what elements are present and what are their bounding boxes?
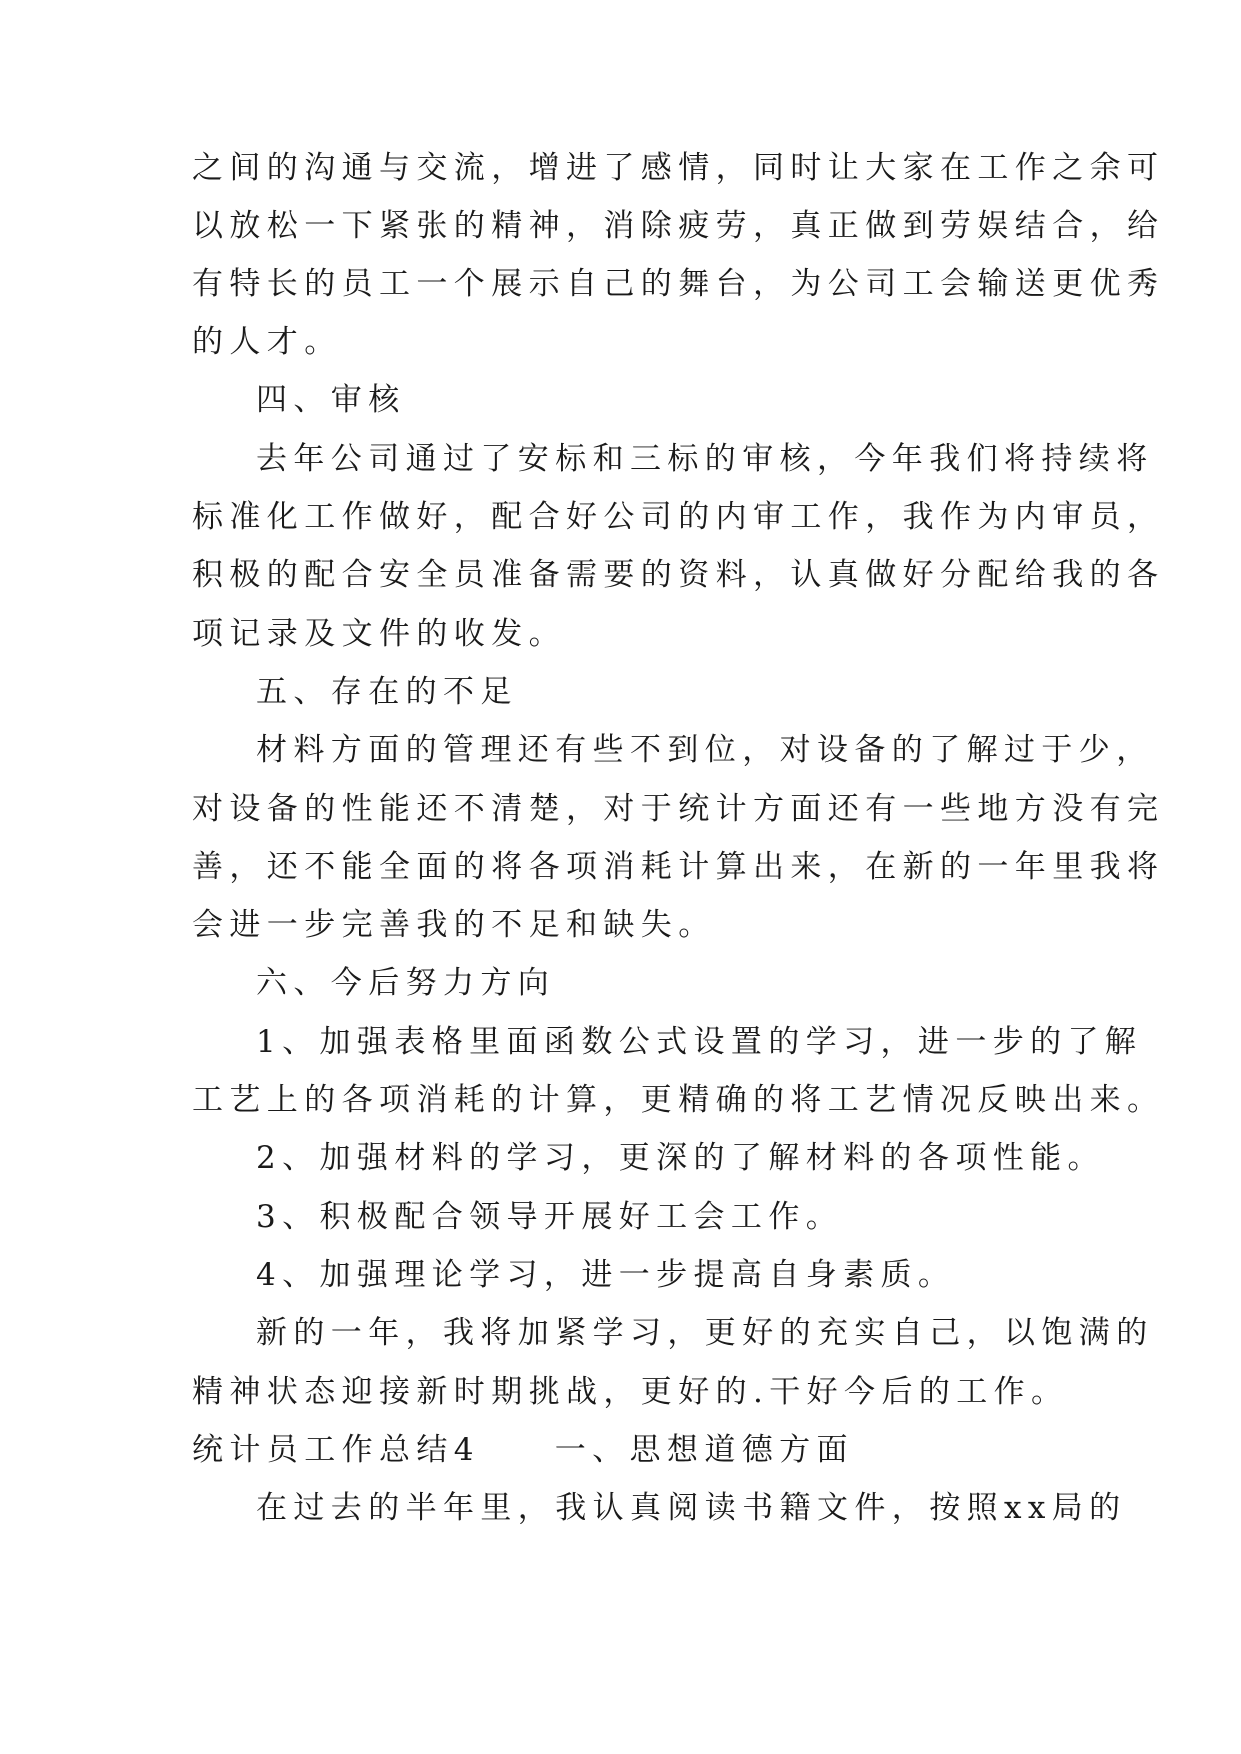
paragraph-line: 精神状态迎接新时期挑战，更好的.干好今后的工作。 — [192, 1374, 1069, 1410]
paragraph-line: 的人才。 — [192, 324, 342, 360]
paragraph-line: 对设备的性能还不清楚，对于统计方面还有一些地方没有完 — [192, 791, 1165, 827]
paragraph-line: 在过去的半年里，我认真阅读书籍文件，按照xx局的 — [256, 1490, 1127, 1526]
paragraph-line: 工艺上的各项消耗的计算，更精确的将工艺情况反映出来。 — [192, 1082, 1165, 1118]
paragraph-line: 之间的沟通与交流，增进了感情，同时让大家在工作之余可 — [192, 150, 1165, 186]
list-item: 1、加强表格里面函数公式设置的学习，进一步的了解 — [256, 1024, 1143, 1060]
paragraph-line: 去年公司通过了安标和三标的审核，今年我们将持续将 — [256, 441, 1154, 477]
paragraph-line: 以放松一下紧张的精神，消除疲劳，真正做到劳娱结合，给 — [192, 208, 1165, 244]
list-item: 4、加强理论学习，进一步提高自身素质。 — [256, 1257, 956, 1293]
list-item: 3、积极配合领导开展好工会工作。 — [256, 1199, 844, 1235]
paragraph-line: 项记录及文件的收发。 — [192, 616, 566, 652]
section-heading: 六、今后努力方向 — [256, 965, 556, 1001]
paragraph-line: 积极的配合安全员准备需要的资料，认真做好分配给我的各 — [192, 557, 1165, 593]
section-heading: 四、审核 — [256, 382, 406, 418]
paragraph-line: 善，还不能全面的将各项消耗计算出来，在新的一年里我将 — [192, 849, 1165, 885]
paragraph-line: 材料方面的管理还有些不到位，对设备的了解过于少， — [256, 732, 1154, 768]
list-item: 2、加强材料的学习，更深的了解材料的各项性能。 — [256, 1140, 1105, 1176]
section-heading: 五、存在的不足 — [256, 674, 518, 710]
section-title: 统计员工作总结4 一、思想道德方面 — [192, 1432, 854, 1468]
paragraph-line: 标准化工作做好，配合好公司的内审工作，我作为内审员， — [192, 499, 1165, 535]
paragraph-line: 新的一年，我将加紧学习，更好的充实自己，以饱满的 — [256, 1315, 1154, 1351]
paragraph-line: 有特长的员工一个展示自己的舞台，为公司工会输送更优秀 — [192, 266, 1165, 302]
paragraph-line: 会进一步完善我的不足和缺失。 — [192, 907, 716, 943]
